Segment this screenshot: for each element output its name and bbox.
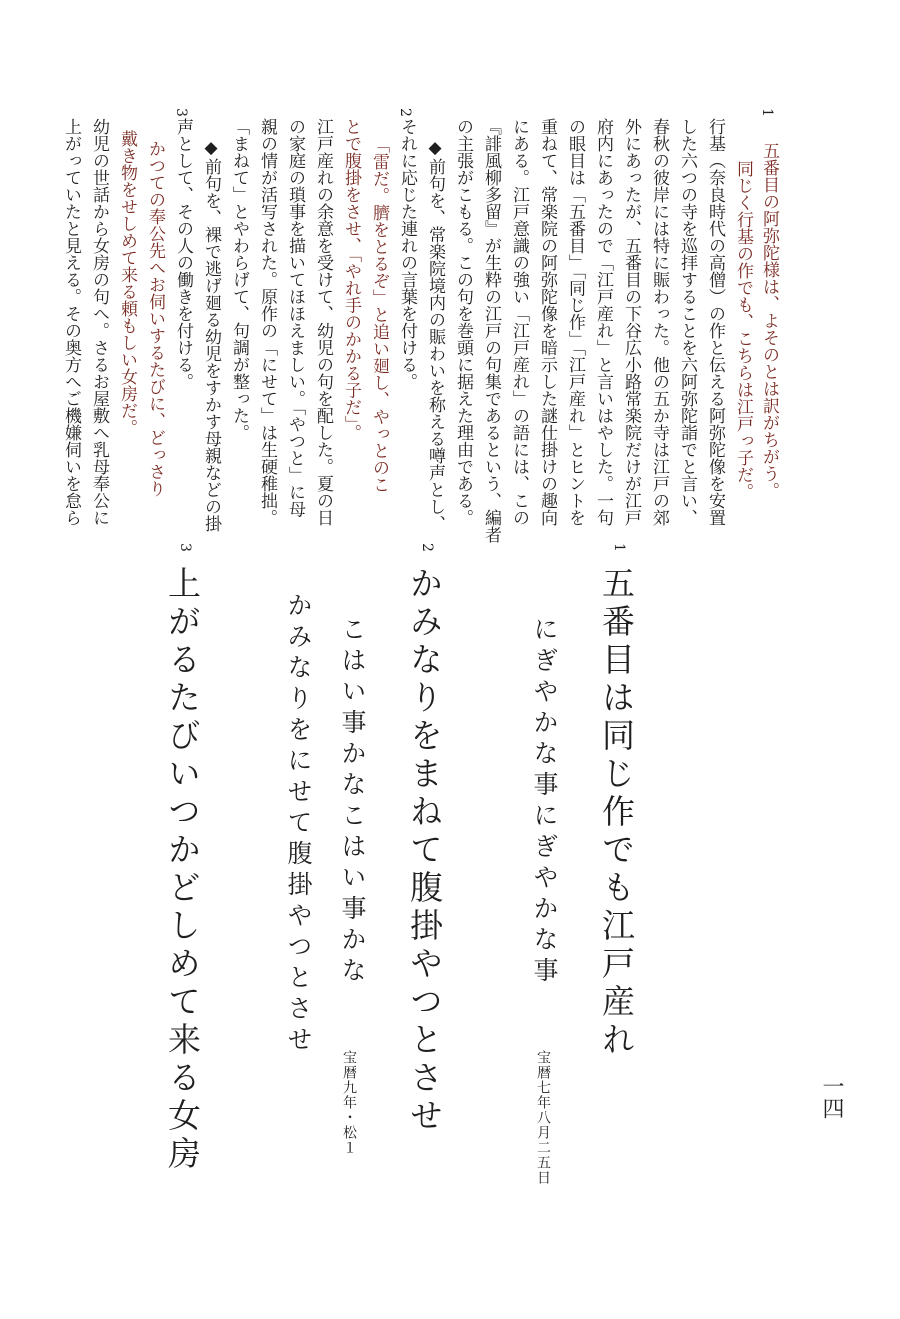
page-number: 一四 [819,1075,844,1119]
poem-2-original: かみなりをにせて腹掛やつとさせ [284,592,313,1057]
note-1-commentary-line: 春秋の彼岸には特に賑わった。他の五か寺は江戸の郊 [649,118,669,526]
note-3-commentary-line: 幼児の世話から女房の句へ。さるお屋敷へ乳母奉公に [89,118,109,526]
note-1-tsukeai-line: それに応じた連れの言葉を付ける。 [397,118,417,390]
note-2-tsukeai-line: 声として、その人の働きを付ける。 [173,118,193,390]
note-2-translation-line: 「雷だ。臍をとるぞ」と追い廻し、やっとのこ [369,136,389,493]
note-1-commentary-line: 外にあったが、五番目の下谷広小路常楽院だけが江戸 [621,118,641,526]
note-2-tsukeai-line: ◆前句を、裸で逃げ廻る幼児をすかす母親などの掛 [201,138,221,532]
note-1-commentary-line: の主張がこもる。この句を巻頭に据えた理由である。 [453,118,473,526]
note-1-commentary-line: にある。江戸意識の強い「江戸産れ」の語には、この [509,118,529,526]
note-1-tsukeai-line: ◆前句を、常楽院境内の賑わいを称える噂声とし、 [425,138,445,532]
note-2-translation-line: とで腹掛をさせ、「やれ手のかかる子だ」。 [341,118,361,441]
poem-number-3: 3 [177,543,193,552]
note-2-commentary-line: 親の情が活写された。原作の「にせて」は生硬稚拙。 [257,118,277,526]
note-1-commentary-line: 『誹風柳多留』が生粋の江戸の句集であるという、編者 [481,118,501,543]
note-2-commentary-line: 「まねて」とやわらげて、句調が整った。 [229,118,249,441]
note-1-translation-line: 同じく行基の作でも、こちらは江戸っ子だ。 [733,160,753,500]
note-number-3: 3 [173,108,189,117]
note-1-commentary-line: 重ねて、常楽院の阿弥陀像を暗示した謎仕掛けの趣向 [537,118,557,526]
note-1-commentary-line: の眼目は「五番目」「同じ作」「江戸産れ」とヒントを [565,118,585,526]
note-3-translation-line: 戴き物をせしめて来る頼もしい女房だ。 [117,130,137,436]
poem-number-2: 2 [419,543,435,552]
note-1-commentary-line: 府内にあったので「江戸産れ」と言いはやした。一句 [593,118,613,526]
note-number-2: 2 [397,108,413,117]
note-1-translation-line: 五番目の阿弥陀様は、よそのとは訳がちがう。 [759,142,779,499]
poem-1-verse: 五番目は同じ作でも江戸産れ [597,566,636,1060]
poem-2-verse: かみなりをまねて腹掛やつとさせ [405,566,444,1136]
note-1-commentary-line: 行基（奈良時代の高僧）の作と伝える阿弥陀像を安置 [705,118,725,526]
note-number-1: 1 [759,108,775,117]
poem-1-date: 宝暦七年八月二五日 [535,1050,551,1185]
note-2-commentary-line: の家庭の瑣事を描いてほほえましい。「やつと」に母 [285,118,305,518]
poem-2-date: 宝暦九年・松１ [341,1050,357,1155]
note-1-commentary-line: した六つの寺を巡拝することを六阿弥陀詣でと言い、 [677,118,697,526]
poem-number-1: 1 [611,543,627,552]
poem-2-maeku: こはい事かなこはい事かな [338,616,367,988]
poem-1-maeku: にぎやかな事にぎやかな事 [530,616,559,988]
poem-3-verse: 上がるたびいつかどしめて来る女房 [163,566,202,1174]
note-3-translation-line: かつての奉公先へお伺いするたびに、どっさり [145,140,165,497]
note-3-commentary-line: 上がっていたと見える。その奥方へご機嫌伺いを怠ら [61,118,81,526]
note-2-commentary-line: 江戸産れの余意を受けて、幼児の句を配した。夏の日 [313,118,333,526]
